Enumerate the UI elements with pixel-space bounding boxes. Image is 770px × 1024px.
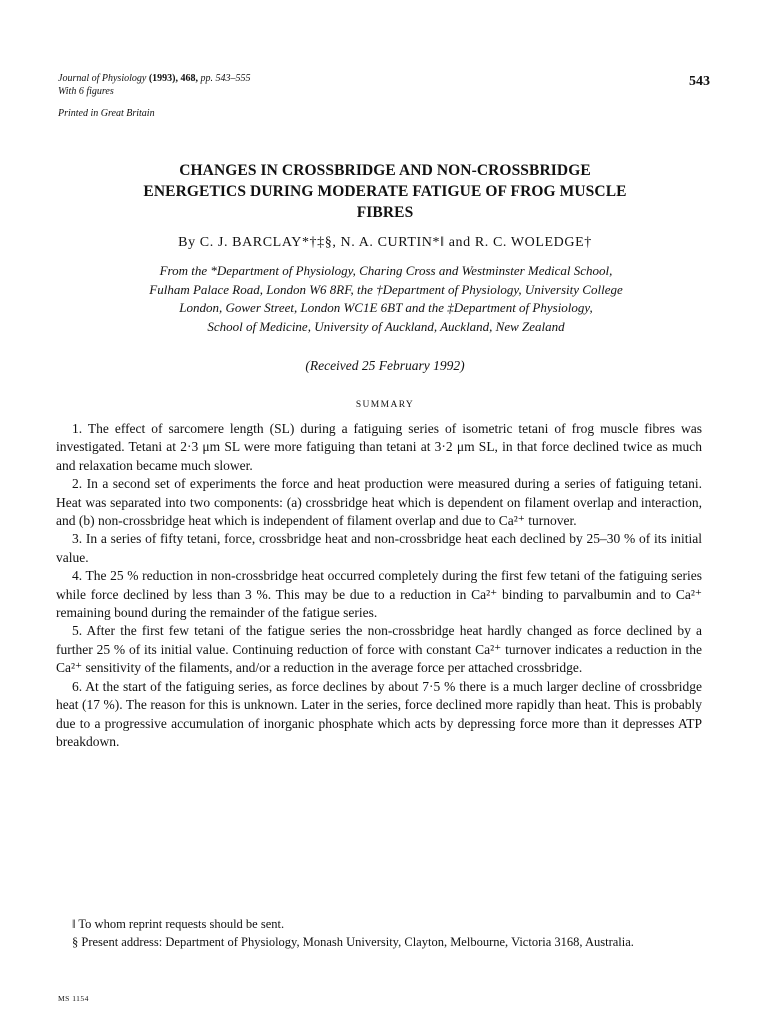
author-line: By C. J. BARCLAY*†‡§, N. A. CURTIN*‖ and R. C. WOLEDGE†	[178, 235, 592, 250]
affiliation-line: From the *Department of Physiology, Charing Cross and Westminster Medical School,	[159, 263, 613, 278]
summary-paragraph-3: 3. In a series of fifty tetani, force, crossbridge heat and non-crossbridge heat each declined by 25–30 % of its initial value.	[56, 531, 702, 565]
article-title	[40, 160, 730, 223]
received-date: (Received 25 February 1992)	[305, 358, 465, 373]
summary-heading: SUMMARY	[355, 400, 415, 410]
summary-paragraph-6: 6. At the start of the fatiguing series, as force declines by about 7·5 % there is a much larger decline of crossbridge heat (17 %). The reason for this is unknown. Later in the series, force declined more rapidly than heat. This is probably due to a progressive accumulation of inorganic phosphate which acts by depressing force more than it depresses ATP breakdown.	[56, 678, 702, 749]
manuscript-code: MS 1154	[58, 994, 89, 1003]
printed-in: Printed in Great Britain	[58, 108, 155, 119]
affiliation-line: London, Gower Street, London WC1E 6BT and the ‡Department of Physiology,	[179, 300, 593, 315]
summary-paragraph-2: 2. In a second set of experiments the force and heat production were measured during a series of fatiguing tetani. Heat was separated into two components: (a) crossbridge heat which is dependent on filament overlap and interaction, and (b) non-crossbridge heat which is independent of filament overlap and due to Ca²⁺ turnover.	[56, 476, 702, 529]
journal-year-volume: (1993), 468,	[148, 73, 198, 84]
page-number: 543	[689, 74, 710, 89]
title-line: ENERGETICS DURING MODERATE FATIGUE OF FROG MUSCLE	[143, 183, 627, 200]
footnote-address: § Present address: Department of Physiology, Monash University, Clayton, Melbourne, Victoria 3168, Australia.	[72, 934, 634, 949]
journal-citation	[58, 72, 558, 98]
summary-paragraph-4: 4. The 25 % reduction in non-crossbridge heat occurred completely during the first few tetani of the fatiguing series while force declined by less than 3 %. This may be due to a reduction in Ca²⁺ binding to parvalbumin and to Ca²⁺ remaining bound during the remainder of the fatigue series.	[56, 568, 702, 621]
affiliations	[36, 262, 736, 336]
affiliation-line: School of Medicine, University of Auckland, Auckland, New Zealand	[207, 318, 565, 334]
summary-body	[56, 420, 702, 751]
affiliation-line: Fulham Palace Road, London W6 8RF, the †Department of Physiology, University College	[149, 281, 623, 297]
footnote-reprint: ‖ To whom reprint requests should be sent.	[72, 917, 285, 931]
summary-paragraph-1: 1. The effect of sarcomere length (SL) during a fatiguing series of isometric tetani of frog muscle fibres was investigated. Tetani at 2·3 μm SL were more fatiguing than tetani at 3·2 μm SL, in that force declined twice as much and relaxation became much slower.	[56, 421, 702, 473]
journal-name: Journal of Physiology	[58, 73, 147, 84]
summary-paragraph-5: 5. After the first few tetani of the fatigue series the non-crossbridge heat hardly changed as force declined by a further 25 % of its initial value. Continuing reduction of force with constant Ca²⁺ turnover indicates a reduction in the Ca²⁺ sensitivity of the filaments, and/or a reduction in the average force per attached crossbridge.	[56, 623, 702, 676]
journal-pages: pp. 543–555	[200, 73, 251, 84]
title-line: FIBRES	[356, 204, 414, 221]
footnotes	[56, 916, 702, 951]
title-line: CHANGES IN CROSSBRIDGE AND NON-CROSSBRIDGE	[179, 162, 591, 179]
figure-count: With 6 figures	[58, 86, 114, 97]
